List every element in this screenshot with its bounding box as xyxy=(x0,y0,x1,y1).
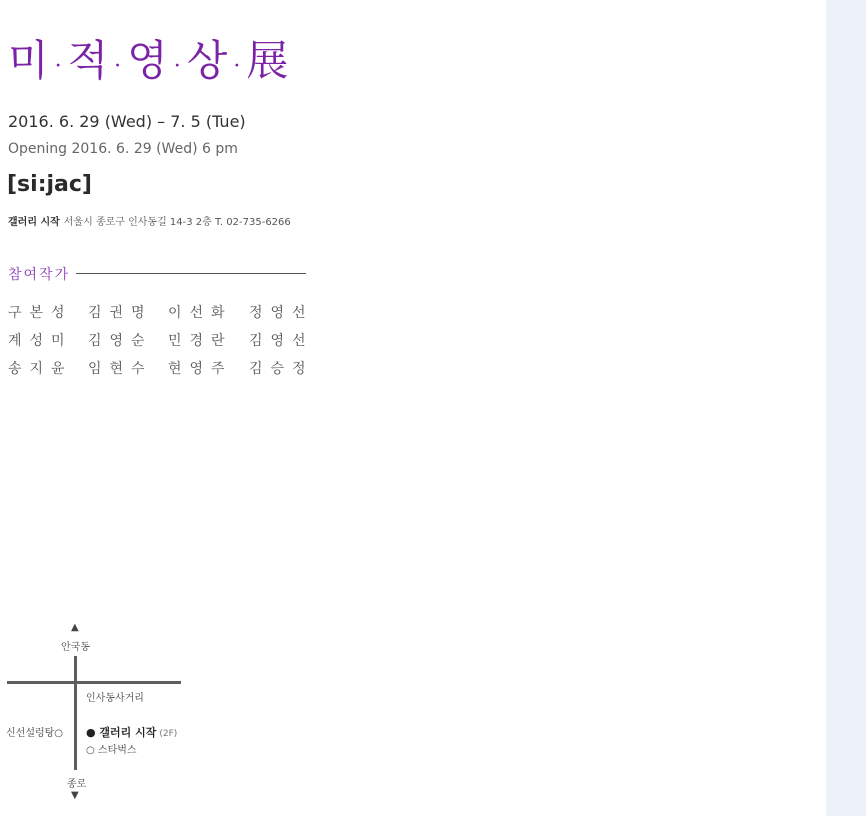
artist-name: 민경란 xyxy=(168,333,233,349)
title-char: 영 xyxy=(127,36,168,85)
artist-name: 송지윤 xyxy=(8,361,73,377)
artist-name: 현영주 xyxy=(168,361,233,377)
north-arrow-icon: ▲ xyxy=(71,622,79,633)
opening-time: Opening 2016. 6. 29 (Wed) 6 pm xyxy=(8,141,238,157)
map-gallery-marker xyxy=(86,724,177,740)
artist-name: 임현수 xyxy=(88,361,153,377)
artists-heading: 참여작가 xyxy=(8,267,71,283)
title-dot: · xyxy=(114,54,122,79)
map-label-starbucks: ○ 스타벅스 xyxy=(86,745,137,756)
title-char: 적 xyxy=(67,36,109,85)
gallery-logo: [si:jac] xyxy=(7,172,92,197)
title-dot: · xyxy=(233,54,241,79)
title-char: 상 xyxy=(186,36,228,85)
title-dot: · xyxy=(54,54,62,79)
heading-rule xyxy=(76,273,306,274)
side-strip xyxy=(826,0,866,816)
artist-name: 김권명 xyxy=(88,305,153,321)
artist-name: 김승정 xyxy=(249,361,314,377)
title-char: 展 xyxy=(246,36,289,85)
map-road-vertical xyxy=(74,656,77,770)
location-map xyxy=(0,620,200,810)
artist-name: 구본성 xyxy=(8,305,73,321)
gallery-floor: (2F) xyxy=(159,729,178,739)
artist-name: 김영순 xyxy=(88,333,153,349)
exhibition-title xyxy=(8,36,289,85)
gallery-address xyxy=(8,213,291,228)
exhibition-dates: 2016. 6. 29 (Wed) – 7. 5 (Tue) xyxy=(8,112,246,131)
map-label-south: 종로 xyxy=(67,779,87,790)
artist-name: 정영선 xyxy=(249,305,314,321)
title-char: 미 xyxy=(8,36,49,85)
gallery-name: 갤러리 시작 xyxy=(8,217,60,228)
address-text: 서울시 종로구 인사동길 14-3 2층 T. 02-735-6266 xyxy=(63,217,291,228)
map-label-north: 안국동 xyxy=(61,642,90,653)
map-label-west: 신선설렁탕○ xyxy=(6,728,64,739)
map-road-horizontal xyxy=(7,681,181,684)
south-arrow-icon: ▼ xyxy=(71,790,79,801)
artist-name: 계성미 xyxy=(8,333,73,349)
gallery-marker-label: ● 갤러리 시작 xyxy=(86,726,157,739)
title-dot: · xyxy=(173,54,181,79)
map-label-crossing: 인사동사거리 xyxy=(86,693,144,704)
artist-name: 이선화 xyxy=(168,305,233,321)
artist-name: 김영선 xyxy=(249,333,314,349)
